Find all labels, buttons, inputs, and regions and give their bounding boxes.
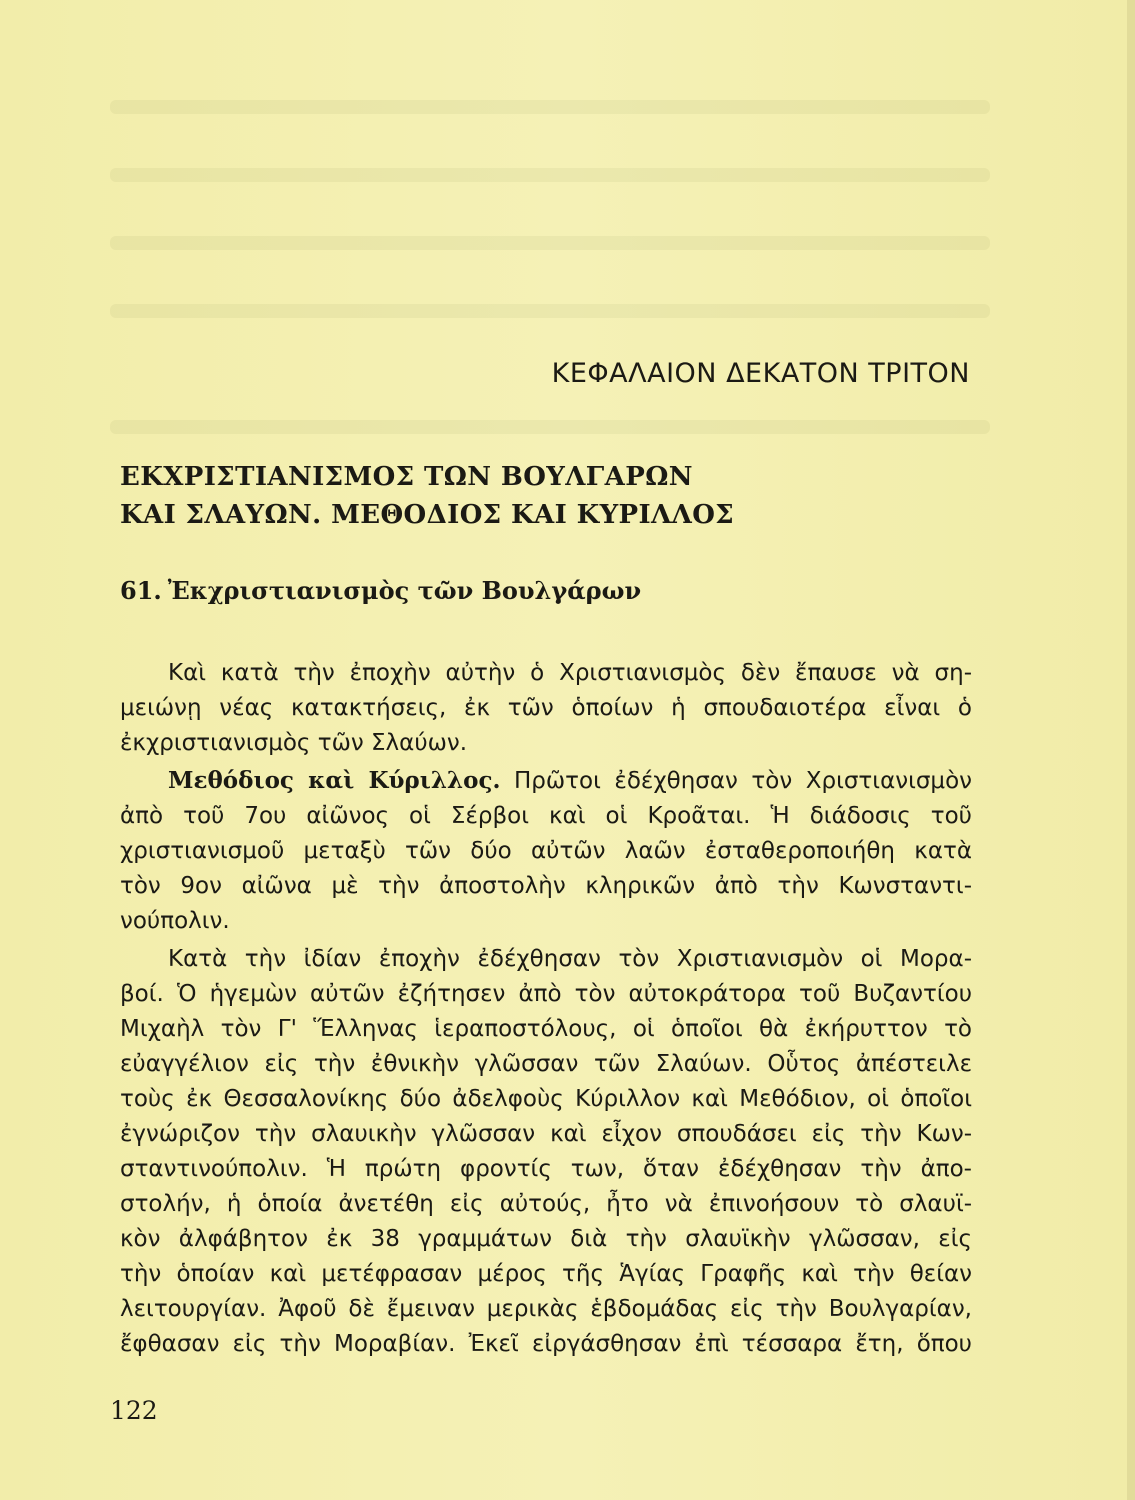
paragraph-2-line: τὸν 9ον αἰῶνα μὲ τὴν ἀποστολὴν κληρικῶν ἀπὸ τὴν Κωνσταντι- <box>120 873 972 899</box>
paragraph-2-line <box>168 764 972 798</box>
paragraph-3-line: τὴν ὁποίαν καὶ μετέφρασαν μέρος τῆς Ἁγίας Γραφῆς καὶ τὴν θείαν <box>120 1261 972 1287</box>
paragraph-2-lead: Μεθόδιος καὶ Κύριλλος. <box>168 767 501 794</box>
section-title: Ἐκχριστιανισμὸς τῶν Βουλγάρων <box>167 576 642 605</box>
page-edge <box>1127 0 1135 1500</box>
paragraph-3-line: σταντινούπολιν. Ἡ πρώτη φροντίς των, ὅταν ἐδέχθησαν τὴν ἀπο- <box>120 1156 972 1182</box>
paragraph-3-line: λειτουργίαν. Ἀφοῦ δὲ ἔμειναν μερικὰς ἑβδομάδας εἰς τὴν Βουλγαρίαν, <box>120 1296 972 1322</box>
paragraph-2-line: ἀπὸ τοῦ 7ου αἰῶνος οἱ Σέρβοι καὶ οἱ Κροᾶται. Ἡ διάδοσις τοῦ <box>120 803 972 829</box>
paragraph-3-line: Μιχαὴλ τὸν Γ' Ἕλληνας ἱεραποστόλους, οἱ ὁποῖοι θὰ ἐκήρυττον τὸ <box>120 1016 972 1042</box>
paragraph-3-line: κὸν ἀλφάβητον ἐκ 38 γραμμάτων διὰ τὴν σλαυϊκὴν γλῶσσαν, εἰς <box>120 1226 972 1252</box>
paragraph-3-line: εὐαγγέλιον εἰς τὴν ἐθνικὴν γλῶσσαν τῶν Σλαύων. Οὗτος ἀπέστειλε <box>120 1051 972 1077</box>
chapter-title-line-1: ΕΚΧΡΙΣΤΙΑΝΙΣΜΟΣ ΤΩΝ ΒΟΥΛΓΑΡΩΝ <box>120 462 693 492</box>
paragraph-1-line: μειώνῃ νέας κατακτήσεις, ἐκ τῶν ὁποίων ἡ σπουδαιοτέρα εἶναι ὁ <box>120 695 972 721</box>
section-number: 61. <box>120 576 162 605</box>
paragraph-2-line: νούπολιν. <box>120 908 230 934</box>
show-through-line <box>110 100 990 114</box>
paragraph-3-line: βοί. Ὁ ἡγεμὼν αὐτῶν ἐζήτησεν ἀπὸ τὸν αὐτοκράτορα τοῦ Βυζαντίου <box>120 981 972 1007</box>
show-through-line <box>110 168 990 182</box>
page-number: 122 <box>110 1396 158 1425</box>
paragraph-3-line: στολήν, ἡ ὁποία ἀνετέθη εἰς αὐτούς, ἦτο νὰ ἐπινοήσουν τὸ σλαυϊ- <box>120 1191 972 1217</box>
paragraph-1-line: Καὶ κατὰ τὴν ἐποχὴν αὐτὴν ὁ Χριστιανισμὸς δὲν ἔπαυσε νὰ ση- <box>168 660 972 686</box>
show-through-line <box>110 420 990 434</box>
paragraph-3-line: ἔφθασαν εἰς τὴν Μοραβίαν. Ἐκεῖ εἰργάσθησαν ἐπὶ τέσσαρα ἔτη, ὅπου <box>120 1331 972 1357</box>
paragraph-2-line: χριστιανισμοῦ μεταξὺ τῶν δύο αὐτῶν λαῶν ἐσταθεροποιήθη κατὰ <box>120 838 972 864</box>
paragraph-2-lead-rest: Πρῶτοι ἐδέχθησαν τὸν Χριστιανισμὸν <box>500 768 972 794</box>
chapter-title-line-2: ΚΑΙ ΣΛΑΥΩΝ. ΜΕΘΟΔΙΟΣ ΚΑΙ ΚΥΡΙΛΛΟΣ <box>120 500 735 530</box>
show-through-line <box>110 236 990 250</box>
section-heading <box>120 576 641 605</box>
paragraph-3-line: τοὺς ἐκ Θεσσαλονίκης δύο ἀδελφοὺς Κύριλλον καὶ Μεθόδιον, οἱ ὁποῖοι <box>120 1086 972 1112</box>
paragraph-3-line: Κατὰ τὴν ἰδίαν ἐποχὴν ἐδέχθησαν τὸν Χριστιανισμὸν οἱ Μορα- <box>168 946 972 972</box>
paragraph-1-line: ἐκχριστιανισμὸς τῶν Σλαύων. <box>120 730 468 756</box>
paragraph-3-line: ἐγνώριζον τὴν σλαυικὴν γλῶσσαν καὶ εἶχον σπουδάσει εἰς τὴν Κων- <box>120 1121 972 1147</box>
chapter-label: ΚΕΦΑΛΑΙΟΝ ΔΕΚΑΤΟΝ ΤΡΙΤΟΝ <box>551 358 970 389</box>
show-through-line <box>110 304 990 318</box>
